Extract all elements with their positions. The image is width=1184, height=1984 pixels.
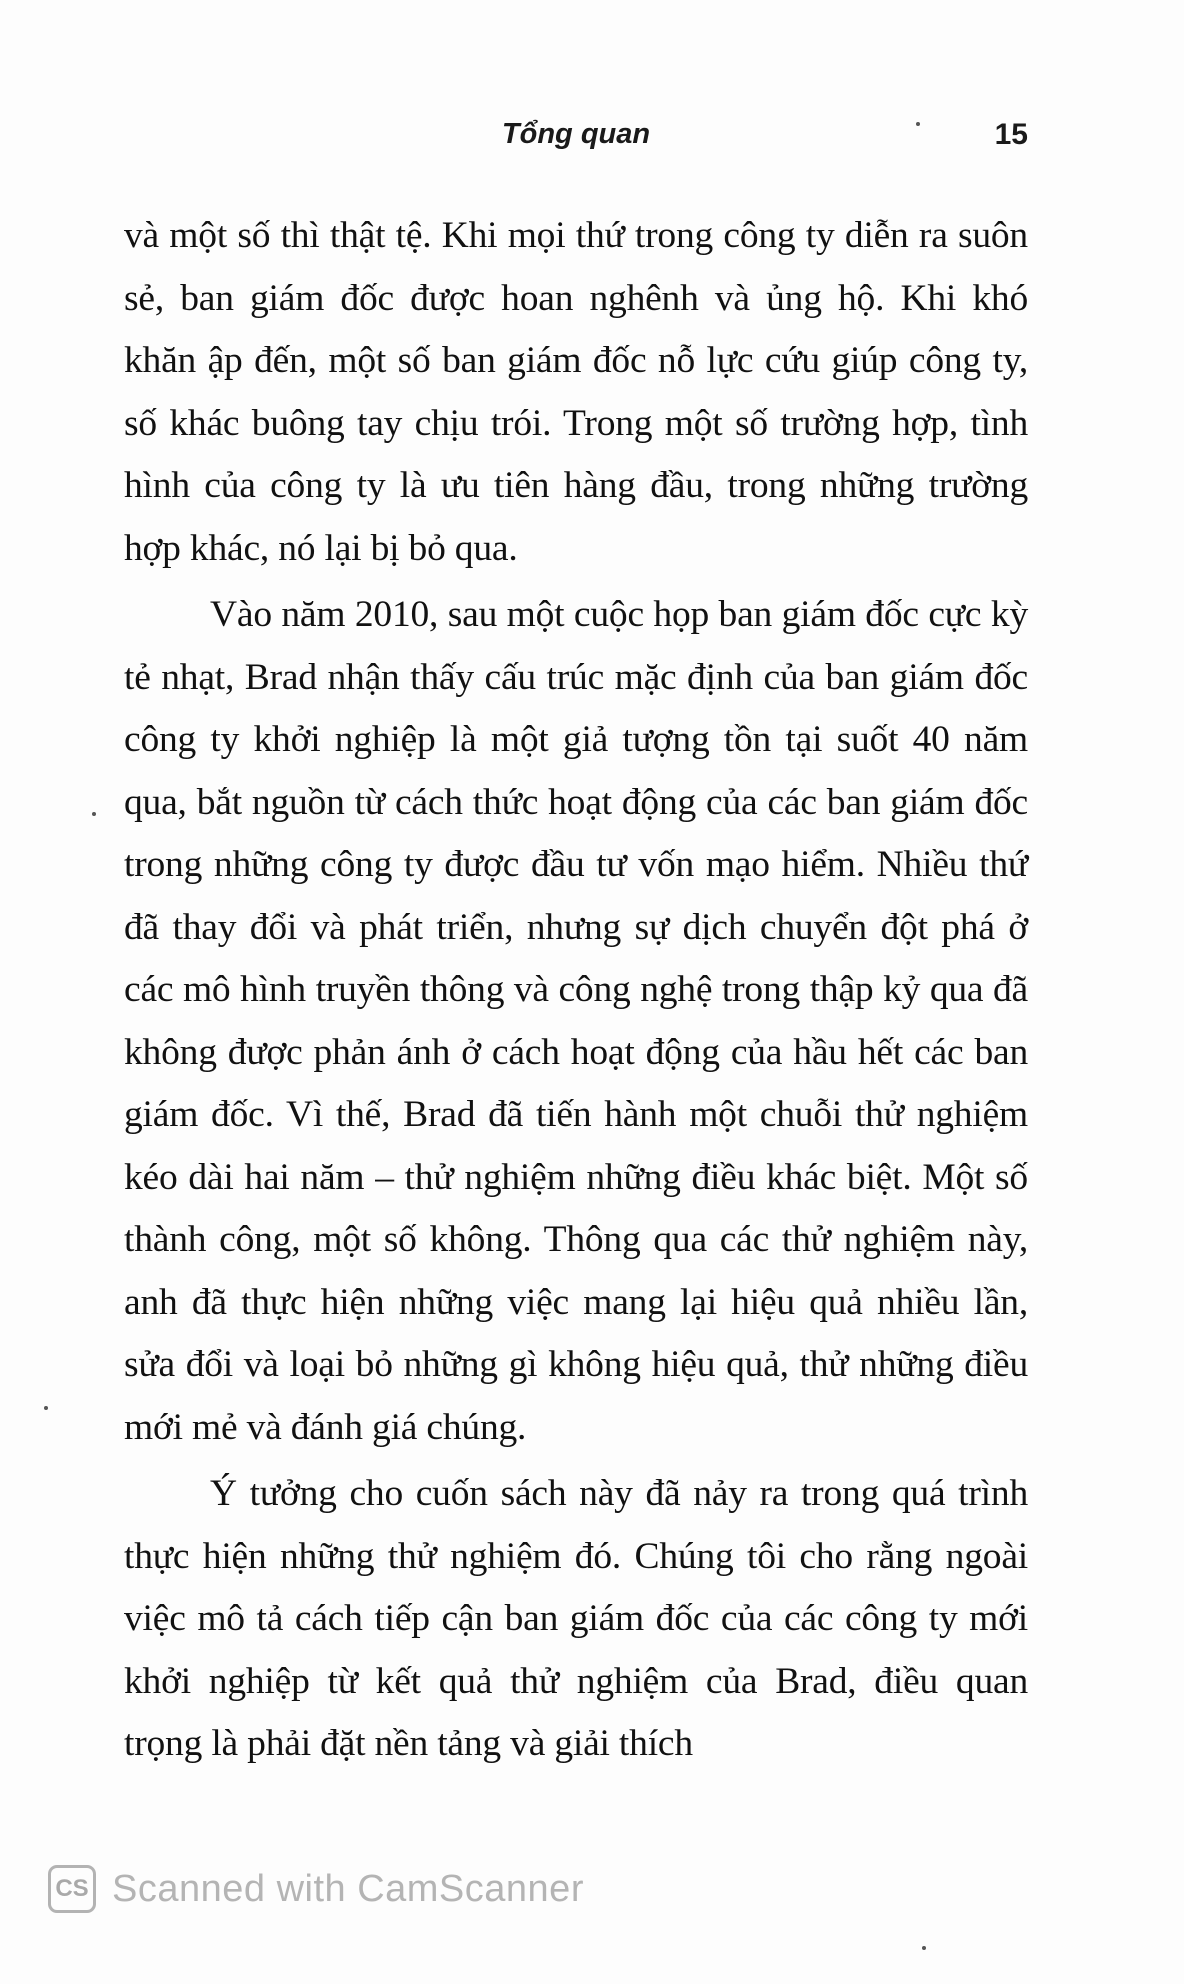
camscanner-logo-icon: CS bbox=[48, 1865, 96, 1913]
running-head: Tổng quan bbox=[501, 118, 651, 150]
camscanner-watermark bbox=[48, 1862, 584, 1916]
scan-speck bbox=[916, 122, 920, 126]
body-text bbox=[124, 205, 1028, 1780]
page-header bbox=[124, 118, 1028, 168]
paragraph-2: Vào năm 2010, sau một cuộc họp ban giám đốc cực kỳ tẻ nhạt, Brad nhận thấy cấu trúc mặc định của ban giám đốc công ty khởi nghiệp là một giả tượng tồn tại suốt 40 năm qua, bắt nguồn từ cách thức hoạt động của các ban giám đốc trong những công ty được đầu tư vốn mạo hiểm. Nhiều thứ đã thay đổi và phát triển, nhưng sự dịch chuyển đột phá ở các mô hình truyền thông và công nghệ trong thập kỷ qua đã không được phản ánh ở cách hoạt động của hầu hết các ban giám đốc. Vì thế, Brad đã tiến hành một chuỗi thử nghiệm kéo dài hai năm – thử nghiệm những điều khác biệt. Một số thành công, một số không. Thông qua các thử nghiệm này, anh đã thực hiện những việc mang lại hiệu quả nhiều lần, sửa đổi và loại bỏ những gì không hiệu quả, thử những điều mới mẻ và đánh giá chúng. bbox=[124, 594, 1028, 1448]
watermark-text: Scanned with CamScanner bbox=[112, 1867, 584, 1910]
scan-speck bbox=[92, 812, 96, 816]
paragraph-3: Ý tưởng cho cuốn sách này đã nảy ra trong quá trình thực hiện những thử nghiệm đó. Chúng tôi cho rằng ngoài việc mô tả cách tiếp cận ban giám đốc của các công ty mới khởi nghiệp từ kết quả thử nghiệm của Brad, điều quan trọng là phải đặt nền tảng và giải thích bbox=[124, 1473, 1028, 1764]
scan-speck bbox=[922, 1946, 926, 1950]
page-number: 15 bbox=[994, 118, 1028, 151]
paragraph-1: và một số thì thật tệ. Khi mọi thứ trong công ty diễn ra suôn sẻ, ban giám đốc được hoan nghênh và ủng hộ. Khi khó khăn ập đến, một số ban giám đốc nỗ lực cứu giúp công ty, số khác buông tay chịu trói. Trong một số trường hợp, tình hình của công ty là ưu tiên hàng đầu, trong những trường hợp khác, nó lại bị bỏ qua. bbox=[124, 215, 1028, 569]
scan-speck bbox=[44, 1406, 48, 1410]
